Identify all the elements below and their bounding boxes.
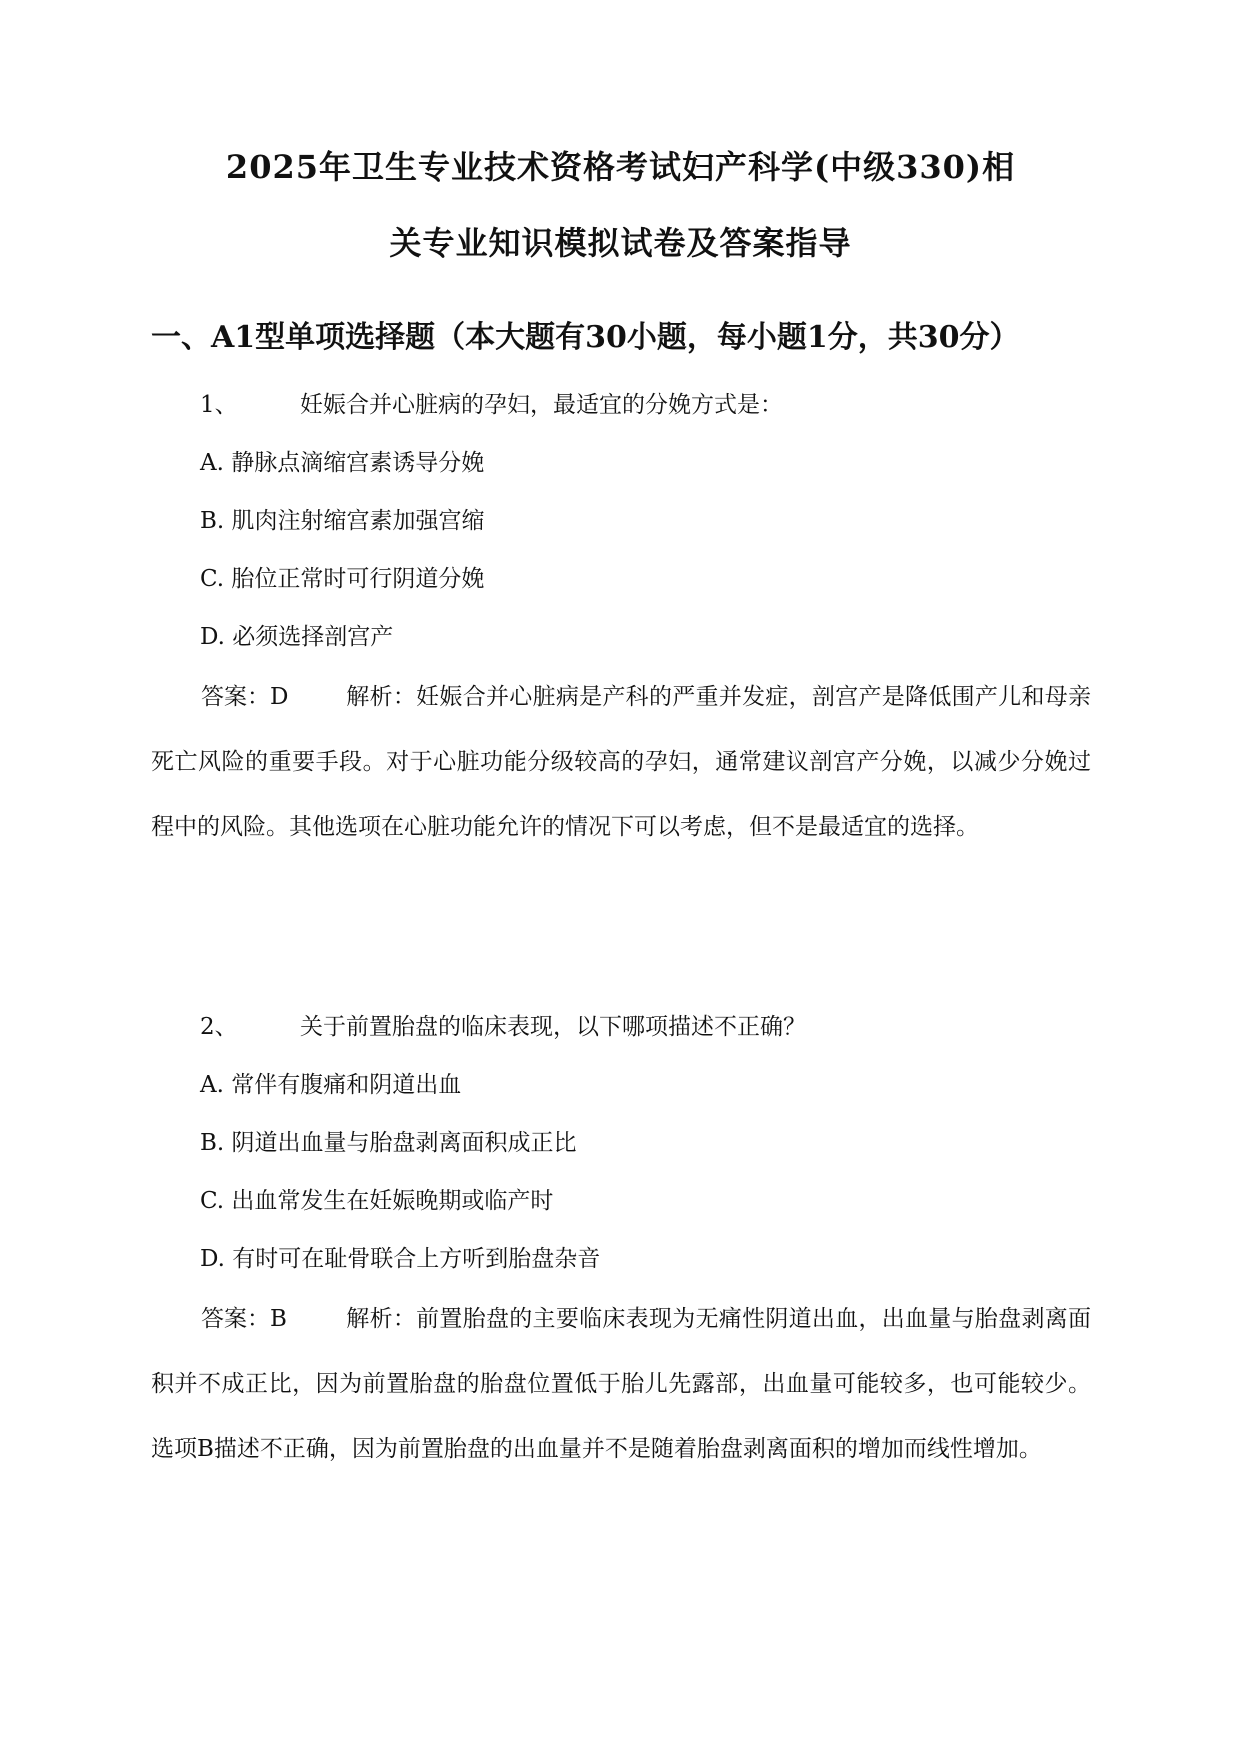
question-2-stem-row	[200, 1012, 806, 1042]
question-1-option-d: D. 必须选择剖宫产	[200, 624, 394, 650]
question-2-option-c: C. 出血常发生在妊娠晚期或临产时	[200, 1188, 554, 1214]
question-2-option-a: A. 常伴有腹痛和阴道出血	[200, 1072, 462, 1098]
document-title-line-2: 关专业知识模拟试卷及答案指导	[389, 224, 852, 262]
document-title-line-1: 2025年卫生专业技术资格考试妇产科学(中级330)相	[225, 148, 1016, 186]
question-2-stem: 关于前置胎盘的临床表现，以下哪项描述不正确？	[300, 1014, 806, 1040]
question-1-answer: 答案：D	[201, 684, 289, 710]
question-1-answer-block	[151, 665, 1091, 860]
question-2-explanation: 解析：前置胎盘的主要临床表现为无痛性阴道出血，出血量与胎盘剥离面积并不成正比，因为前置胎盘的胎盘位置低于胎儿先露部，出血量可能较多，也可能较少。选项B描述不正确，因为前置胎盘的出血量并不是随着胎盘剥离面积的增加而线性增加。	[151, 1306, 1091, 1462]
question-1-option-b: B. 肌肉注射缩宫素加强宫缩	[200, 508, 485, 534]
question-1-number: 1、	[200, 392, 238, 418]
question-1-stem: 妊娠合并心脏病的孕妇，最适宜的分娩方式是：	[300, 392, 783, 418]
question-2-number: 2、	[200, 1014, 238, 1040]
question-1-explanation: 解析：妊娠合并心脏病是产科的严重并发症，剖宫产是降低围产儿和母亲死亡风险的重要手段。对于心脏功能分级较高的孕妇，通常建议剖宫产分娩，以减少分娩过程中的风险。其他选项在心脏功能允许的情况下可以考虑，但不是最适宜的选择。	[151, 684, 1091, 840]
question-1-option-c: C. 胎位正常时可行阴道分娩	[200, 566, 485, 592]
section-heading: 一、A1型单项选择题（本大题有30小题，每小题1分，共30分）	[151, 320, 1020, 355]
question-1-option-a: A. 静脉点滴缩宫素诱导分娩	[200, 450, 485, 476]
question-1-stem-row	[200, 390, 783, 420]
question-2-option-b: B. 阴道出血量与胎盘剥离面积成正比	[200, 1130, 577, 1156]
question-2-answer: 答案：B	[201, 1306, 287, 1332]
question-2-option-d: D. 有时可在耻骨联合上方听到胎盘杂音	[200, 1246, 601, 1272]
question-2-answer-block	[151, 1287, 1091, 1482]
